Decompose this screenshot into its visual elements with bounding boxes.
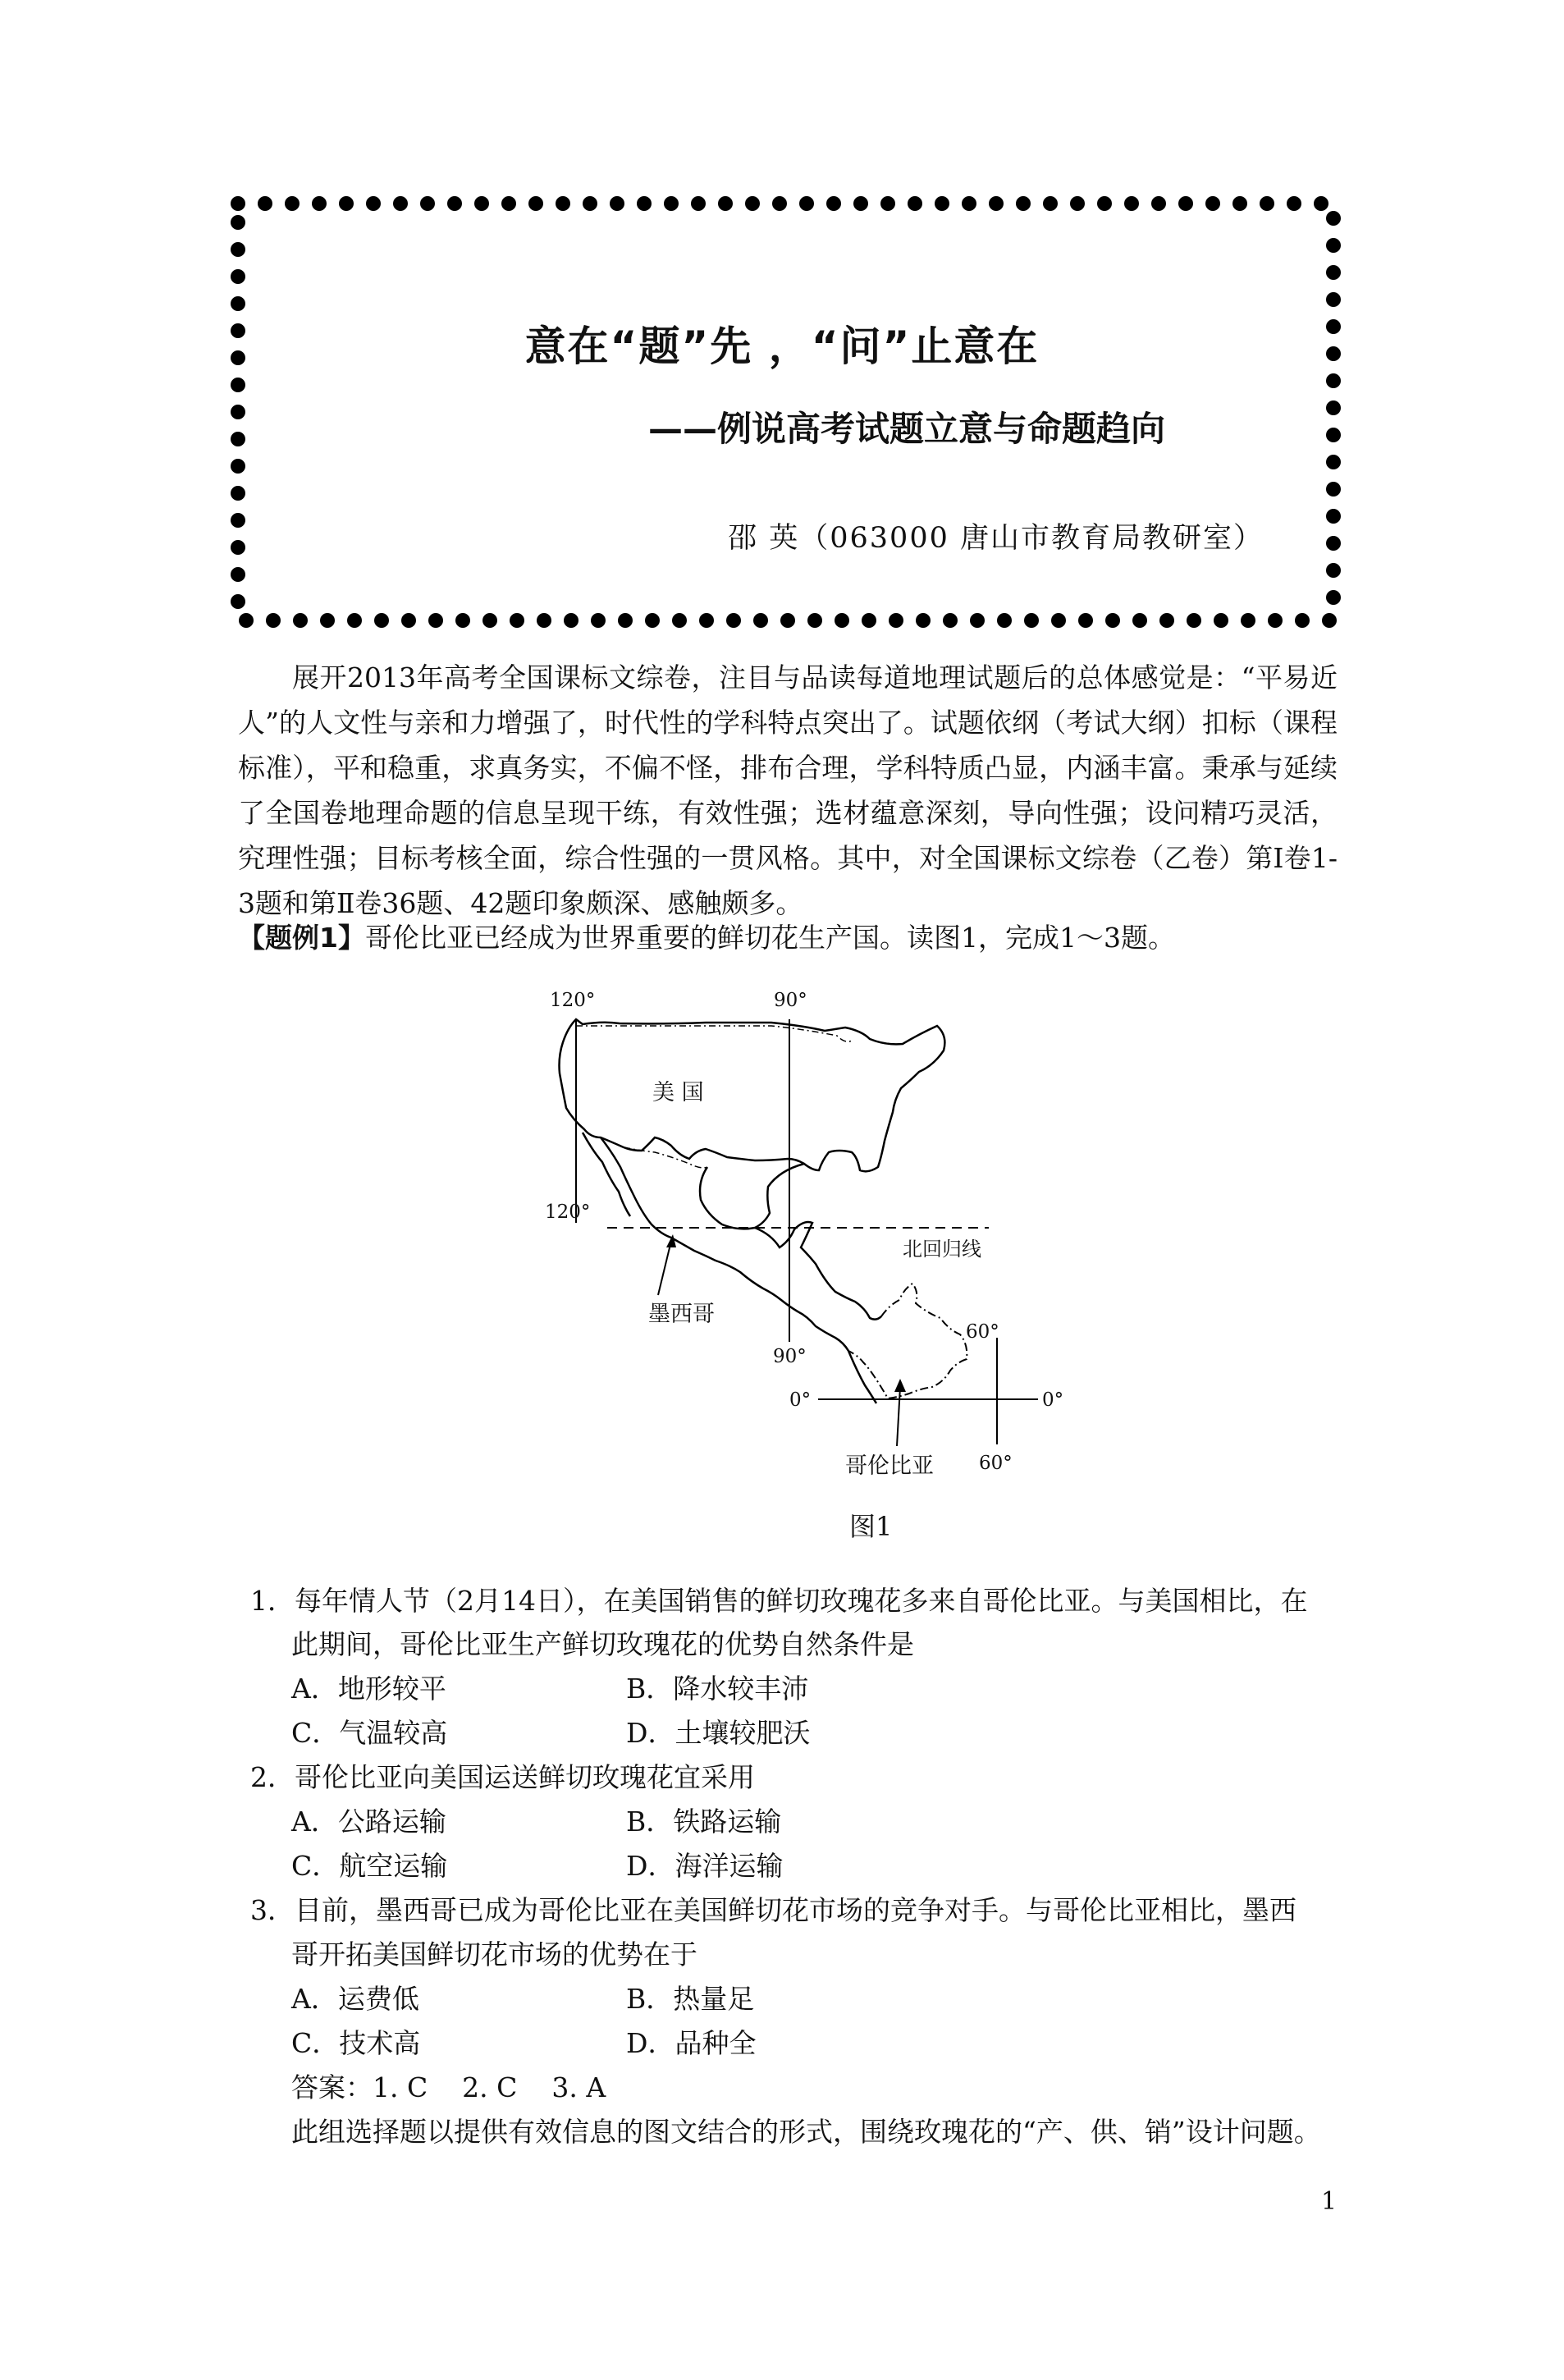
- question-2-line-1: 2．哥伦比亚向美国运送鲜切玫瑰花宜采用: [250, 1761, 755, 1793]
- label-tropic: 北回归线: [903, 1238, 981, 1261]
- page-number: 1: [1321, 2187, 1338, 2216]
- label-lon-90-bottom: 90°: [773, 1346, 807, 1367]
- label-lon-90-top: 90°: [774, 990, 807, 1011]
- label-lon-60-top: 60°: [966, 1321, 999, 1343]
- question-2-option-a: A．公路运输: [291, 1806, 446, 1838]
- label-usa: 美 国: [652, 1080, 704, 1105]
- label-lon-60-bottom: 60°: [979, 1453, 1013, 1474]
- question-3-option-d: D．品种全: [626, 2027, 757, 2059]
- question-1-line-2: 此期间，哥伦比亚生产鲜切玫瑰花的优势自然条件是: [291, 1628, 914, 1660]
- question-2-option-b: B．铁路运输: [626, 1806, 782, 1838]
- example-text: 哥伦比亚已经成为世界重要的鲜切花生产国。读图1，完成1～3题。: [364, 922, 1175, 954]
- usa-coastline: [560, 1019, 945, 1171]
- intro-paragraph: 展开2013年高考全国课标文综卷，注目与品读每道地理试题后的总体感觉是：“平易近人”的人文性与亲和力增强了，时代性的学科特点突出了。试题依纲（考试大纲）扣标（课程标准），平和稳重，求真务实，不偏不怪，排布合理，学科特质凸显，内涵丰富。秉承与延续了全国卷地理命题的信息呈现干练，有效性强；选材蕴意深刻，导向性强；设问精巧灵活，究理性强；目标考核全面，综合性强的一贯风格。其中，对全国课标文综卷（乙卷）第Ⅰ卷1-3题和第Ⅱ卷36题、42题印象颇深、感触颇多。: [238, 661, 1338, 919]
- question-1-line-1: 1．每年情人节（2月14日），在美国销售的鲜切玫瑰花多来自哥伦比亚。与美国相比，在: [250, 1585, 1308, 1617]
- example-heading: [238, 917, 1175, 955]
- page-title: 意在“题”先 ，“问”止意在: [524, 323, 1040, 370]
- central-america-coast: [755, 1222, 881, 1320]
- figure-caption: 图1: [849, 1511, 893, 1542]
- colombia-outline: [848, 1284, 967, 1398]
- answer-line: 答案：1. C 2. C 3. A: [291, 2071, 606, 2103]
- question-2-option-c: C．航空运输: [291, 1850, 448, 1882]
- mexico-arrow: [658, 1241, 671, 1295]
- label-mexico: 墨西哥: [648, 1302, 715, 1327]
- colombia-arrow: [897, 1387, 900, 1446]
- question-1-option-d: D．土壤较肥沃: [626, 1717, 811, 1749]
- label-lat-0-right: 0°: [1042, 1389, 1064, 1411]
- question-3-option-c: C．技术高: [291, 2027, 421, 2059]
- question-3-option-a: A．运费低: [291, 1983, 419, 2015]
- question-3-line-1: 3．目前，墨西哥已成为哥伦比亚在美国鲜切花市场的竞争对手。与哥伦比亚相比，墨西: [250, 1894, 1296, 1926]
- label-lat-0-left: 0°: [789, 1389, 812, 1411]
- colombia-arrowhead: [894, 1379, 906, 1392]
- author-line: 邵 英（063000 唐山市教育局教研室）: [728, 522, 1264, 555]
- question-3-line-2: 哥开拓美国鲜切花市场的优势在于: [291, 1938, 697, 1970]
- question-3-option-b: B．热量足: [626, 1983, 755, 2015]
- closing-paragraph: 此组选择题以提供有效信息的图文结合的形式，围绕玫瑰花的“产、供、销”设计问题。: [291, 2116, 1321, 2148]
- gulf-coast: [700, 1164, 804, 1229]
- question-1-option-c: C．气温较高: [291, 1717, 448, 1749]
- label-lon-120-top: 120°: [550, 990, 596, 1011]
- map-figure: [533, 977, 1075, 1502]
- label-colombia: 哥伦比亚: [845, 1453, 934, 1479]
- question-1-option-a: A．地形较平: [291, 1673, 446, 1705]
- label-lon-120-mid: 120°: [545, 1201, 591, 1223]
- question-1-option-b: B．降水较丰沛: [626, 1673, 809, 1705]
- example-label: 【题例1】: [238, 922, 365, 954]
- mexico-west-coast: [601, 1137, 716, 1261]
- central-america-pacific: [716, 1261, 848, 1351]
- page-subtitle: ——例说高考试题立意与命题趋向: [648, 409, 1166, 449]
- question-2-option-d: D．海洋运输: [626, 1850, 784, 1882]
- south-america-coast: [848, 1351, 876, 1403]
